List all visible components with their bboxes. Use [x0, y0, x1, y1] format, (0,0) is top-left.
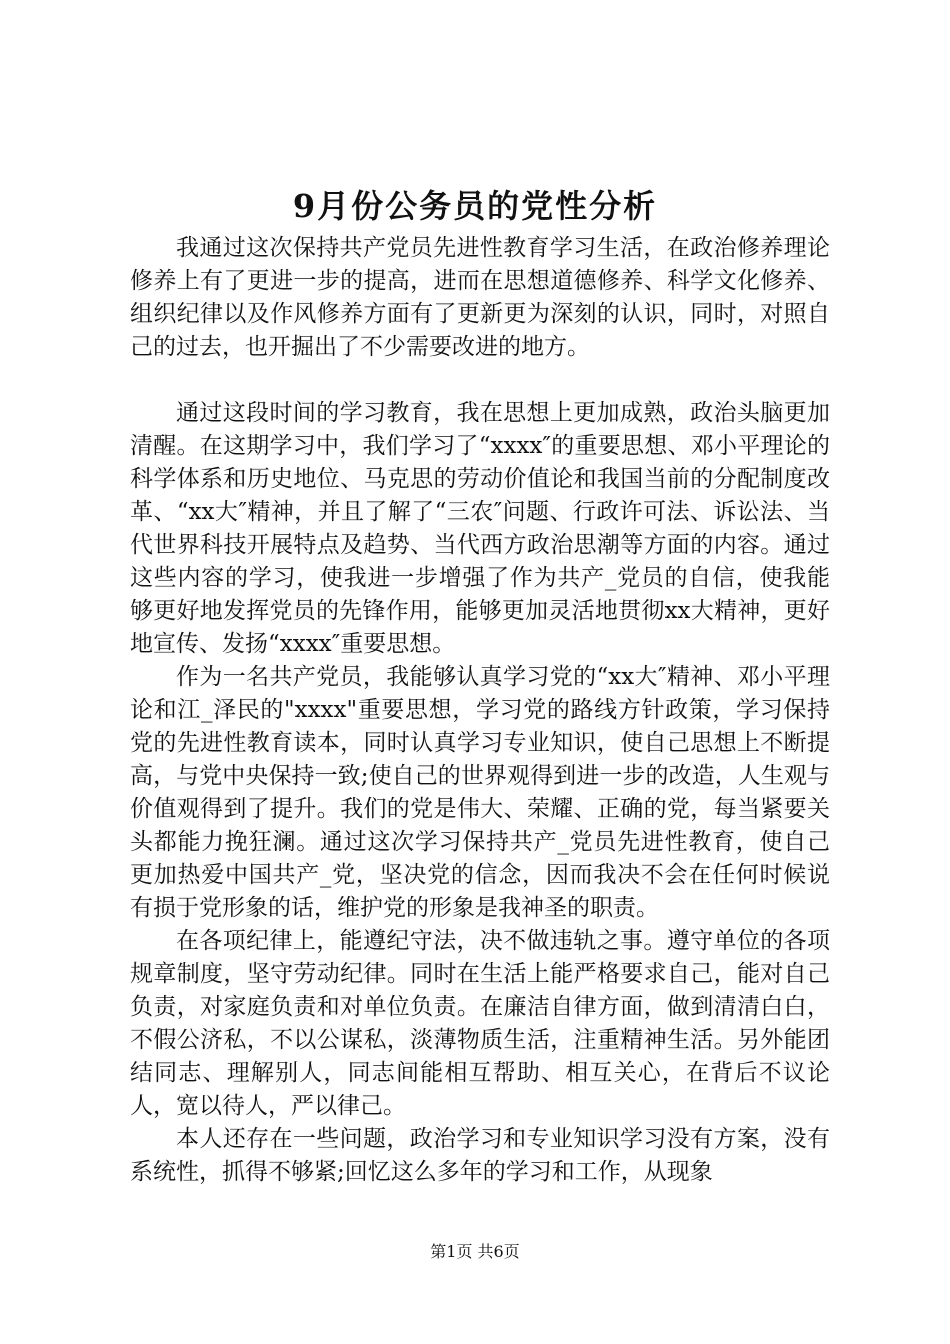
document-title: 9月份公务员的党性分析 — [292, 187, 658, 225]
paragraph: 作为一名共产党员，我能够认真学习党的“xx大″精神、邓小平理论和江_泽民的"xxxx"重要思想，学习党的路线方针政策，学习保持党的先进性教育读本，同时认真学习专业知识，使自己思想上不断提高，与党中央保持一致;使自己的世界观得到进一步的改造，人生观与价值观得到了提升。我们的党是伟大、荣耀、正确的党，每当紧要关头都能力挽狂澜。通过这次学习保持共产_党员先进性教育，使自己更加热爱中国共产_党，坚决党的信念，因而我决不会在任何时候说有损于党形象的话，维护党的形象是我神圣的职责。 — [130, 664, 830, 921]
paragraph: 我通过这次保持共产党员先进性教育学习生活，在政治修养理论修养上有了更进一步的提高，进而在思想道德修养、科学文化修养、组织纪律以及作风修养方面有了更新更为深刻的认识，同时，对照自己的过去，也开掘出了不少需要改进的地方。 — [130, 235, 830, 360]
paragraph: 在各项纪律上，能遵纪守法，决不做违轨之事。遵守单位的各项规章制度，坚守劳动纪律。同时在生活上能严格要求自己，能对自己负责，对家庭负责和对单位负责。在廉洁自律方面，做到清清白白，不假公济私，不以公谋私，淡薄物质生活，注重精神生活。另外能团结同志、理解别人，同志间能相互帮助、相互关心，在背后不议论人，宽以待人，严以律己。 — [130, 928, 830, 1119]
paragraph: 通过这段时间的学习教育，我在思想上更加成熟，政治头脑更加清醒。在这期学习中，我们学习了“xxxx″的重要思想、邓小平理论的科学体系和历史地位、马克思的劳动价值论和我国当前的分配制度改革、“xx大″精神，并且了解了“三农″问题、行政许可法、诉讼法、当代世界科技开展特点及趋势、当代西方政治思潮等方面的内容。通过这些内容的学习，使我进一步增强了作为共产_党员的自信，使我能够更好地发挥党员的先锋作用，能够更加灵活地贯彻xx大精神，更好地宣传、发扬“xxxx″重要思想。 — [130, 400, 830, 657]
paragraph: 本人还存在一些问题，政治学习和专业知识学习没有方案，没有系统性，抓得不够紧;回忆这么多年的学习和工作，从现象 — [130, 1126, 830, 1185]
page-footer: 第1页 共6页 — [430, 1242, 520, 1261]
document-body — [130, 232, 830, 1189]
